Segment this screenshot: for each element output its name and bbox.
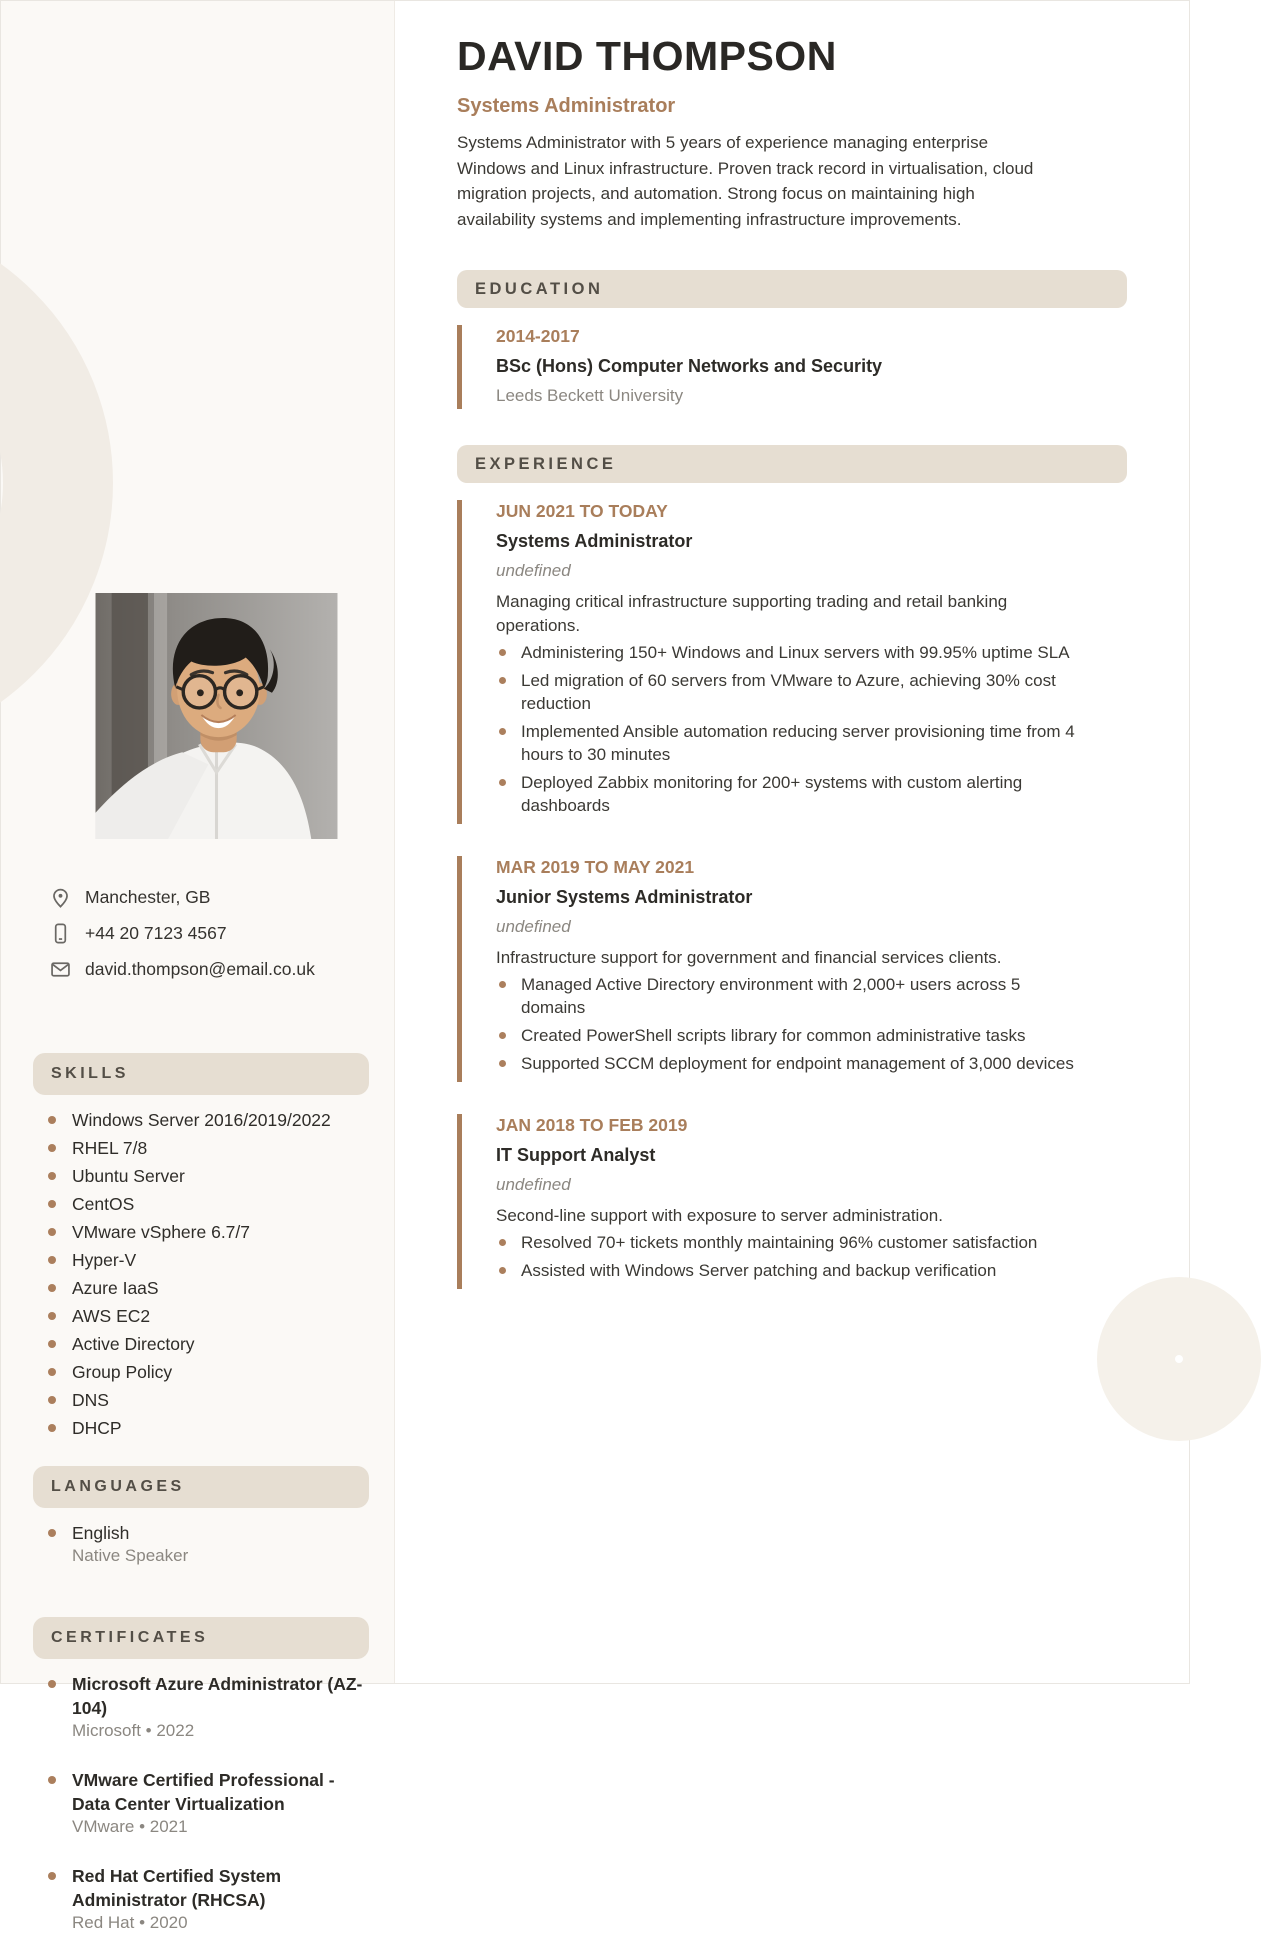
languages-section-header [33,1466,369,1508]
experience-section-header [457,445,1127,483]
certificates-section-title: CERTIFICATES [51,1629,209,1646]
experience-bullet: Assisted with Windows Server patching and backup verification [496,1259,1088,1282]
experience-period: JUN 2021 TO TODAY [496,501,668,521]
contact-location-row [49,885,368,909]
certificate-name: Microsoft Azure Administrator (AZ-104) [72,1674,363,1718]
skill-item: Ubuntu Server [33,1164,368,1188]
certificate-meta: VMware • 2021 [72,1817,188,1836]
skills-list [33,1108,368,1440]
skill-item: Group Policy [33,1360,368,1384]
certificate-name: VMware Certified Professional - Data Center Virtualization [72,1770,335,1814]
experience-entries [457,500,1127,1289]
certificate-item [33,1672,368,1742]
education-school: Leeds Beckett University [496,386,684,405]
skill-item: CentOS [33,1192,368,1216]
languages-list [33,1521,368,1567]
skills-section-title: SKILLS [51,1065,129,1082]
certificate-meta: Microsoft • 2022 [72,1721,195,1740]
experience-description: Second-line support with exposure to server administration. [496,1206,943,1225]
education-period: 2014-2017 [496,326,580,346]
education-section-header [457,270,1127,308]
certificates-section-header [33,1617,369,1659]
experience-company: undefined [496,1175,571,1194]
skill-item: DNS [33,1388,368,1412]
experience-bullets [496,1231,1127,1282]
experience-company: undefined [496,561,571,580]
education-section-title: EDUCATION [475,279,604,298]
experience-bullets [496,641,1127,817]
main-content [395,1,1189,1683]
contact-info [49,885,368,981]
experience-bullet: Resolved 70+ tickets monthly maintaining 96% customer satisfaction [496,1231,1088,1254]
experience-bullet: Led migration of 60 servers from VMware to Azure, achieving 30% cost reduction [496,669,1088,715]
experience-bullet: Administering 150+ Windows and Linux servers with 99.95% uptime SLA [496,641,1088,664]
location-pin-icon [49,886,72,909]
education-degree: BSc (Hons) Computer Networks and Security [496,356,883,376]
profile-photo [96,593,337,839]
language-item [33,1521,368,1567]
experience-entry [457,500,1127,824]
experience-description: Managing critical infrastructure supporting trading and retail banking operations. [496,592,1008,635]
experience-bullet: Deployed Zabbix monitoring for 200+ systems with custom alerting dashboards [496,771,1088,817]
experience-bullet: Created PowerShell scripts library for common administrative tasks [496,1024,1088,1047]
envelope-icon [49,958,72,981]
contact-phone-row [49,921,368,945]
education-entries [457,325,1127,409]
certificate-item [33,1864,368,1934]
sidebar [1,1,395,1932]
experience-period: JAN 2018 TO FEB 2019 [496,1115,688,1135]
experience-section-title: EXPERIENCE [475,454,617,473]
summary-text: Systems Administrator with 5 years of experience managing enterprise Windows and Linux infrastructure. Proven track record in virtualisation, cloud migration projects, and automation. Strong focus on maintaining high availability systems and implementing infrastructure improvements. [457,133,1034,229]
avatar-illustration [96,593,337,839]
experience-role: Systems Administrator [496,531,693,551]
experience-bullets [496,973,1127,1075]
smartphone-icon [49,922,72,945]
experience-entry [457,1114,1127,1289]
experience-description: Infrastructure support for government and financial services clients. [496,948,1002,967]
skills-section-header [33,1053,369,1095]
certificate-meta: Red Hat • 2020 [72,1913,188,1932]
experience-role: IT Support Analyst [496,1145,656,1165]
skill-item: Active Directory [33,1332,368,1356]
location-text: Manchester, GB [85,887,211,907]
language-level: Native Speaker [72,1546,189,1565]
skill-item: Windows Server 2016/2019/2022 [33,1108,368,1132]
skill-item: AWS EC2 [33,1304,368,1328]
candidate-name: DAVID THOMPSON [457,33,837,79]
experience-company: undefined [496,917,571,936]
experience-entry [457,856,1127,1082]
certificate-name: Red Hat Certified System Administrator (RHCSA) [72,1866,282,1910]
education-entry [457,325,1127,409]
experience-bullet: Managed Active Directory environment with 2,000+ users across 5 domains [496,973,1088,1019]
experience-period: MAR 2019 TO MAY 2021 [496,857,695,877]
language-name: English [72,1523,130,1543]
skill-item: VMware vSphere 6.7/7 [33,1220,368,1244]
skill-item: RHEL 7/8 [33,1136,368,1160]
certificates-list [33,1672,368,1934]
email-text: david.thompson@email.co.uk [85,959,315,979]
skill-item: Azure IaaS [33,1276,368,1300]
certificate-item [33,1768,368,1838]
candidate-job-title: Systems Administrator [457,95,676,117]
contact-email-row [49,957,368,981]
skill-item: Hyper-V [33,1248,368,1272]
languages-section-title: LANGUAGES [51,1478,185,1495]
experience-bullet: Implemented Ansible automation reducing server provisioning time from 4 hours to 30 minutes [496,720,1088,766]
experience-bullet: Supported SCCM deployment for endpoint management of 3,000 devices [496,1052,1088,1075]
phone-text: +44 20 7123 4567 [85,923,227,943]
experience-role: Junior Systems Administrator [496,887,753,907]
skill-item: DHCP [33,1416,368,1440]
